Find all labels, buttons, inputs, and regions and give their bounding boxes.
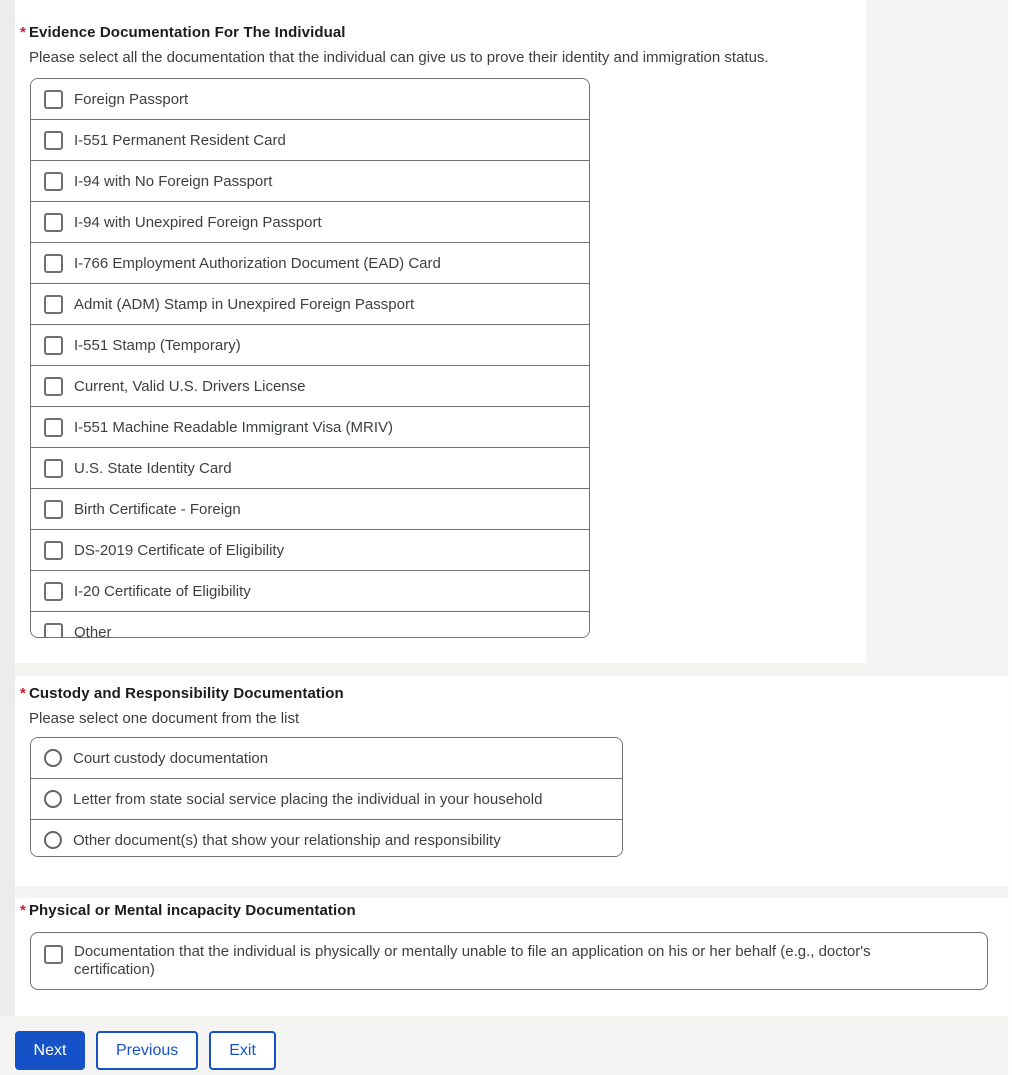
previous-button[interactable]: Previous bbox=[96, 1031, 198, 1070]
checkbox-option-adm-stamp[interactable] bbox=[31, 283, 589, 324]
checkbox-icon[interactable] bbox=[44, 500, 63, 519]
incapacity-checkbox-option[interactable] bbox=[30, 932, 988, 990]
checkbox-option-label: I-766 Employment Authorization Document (EAD) Card bbox=[74, 254, 441, 272]
checkbox-option-i94-unexpired-passport[interactable] bbox=[31, 201, 589, 242]
checkbox-option-i551-card[interactable] bbox=[31, 119, 589, 160]
checkbox-option-label: I-20 Certificate of Eligibility bbox=[74, 582, 251, 600]
radio-icon[interactable] bbox=[44, 790, 62, 808]
evidence-section-subtitle: Please select all the documentation that the individual can give us to prove their identity and immigration status. bbox=[29, 49, 769, 66]
checkbox-option-label: I-551 Permanent Resident Card bbox=[74, 131, 286, 149]
checkbox-option-i94-no-passport[interactable] bbox=[31, 160, 589, 201]
checkbox-option-label: U.S. State Identity Card bbox=[74, 459, 232, 477]
checkbox-option-label: I-94 with Unexpired Foreign Passport bbox=[74, 213, 322, 231]
required-asterisk: * bbox=[20, 24, 26, 41]
incapacity-option-label: Documentation that the individual is physically or mentally unable to file an application on his or her behalf (e.g., doctor's certification) bbox=[74, 943, 871, 978]
checkbox-option-label: Current, Valid U.S. Drivers License bbox=[74, 377, 306, 395]
checkbox-option-drivers-license[interactable] bbox=[31, 365, 589, 406]
checkbox-option-label: DS-2019 Certificate of Eligibility bbox=[74, 541, 285, 559]
form-navigation bbox=[15, 1031, 287, 1070]
radio-option-label: Letter from state social service placing the individual in your household bbox=[73, 790, 543, 808]
checkbox-icon[interactable] bbox=[44, 213, 63, 232]
checkbox-icon[interactable] bbox=[44, 131, 63, 150]
checkbox-option-birth-certificate[interactable] bbox=[31, 488, 589, 529]
checkbox-icon[interactable] bbox=[44, 172, 63, 191]
checkbox-option-foreign-passport[interactable] bbox=[31, 79, 589, 119]
checkbox-icon[interactable] bbox=[44, 541, 63, 560]
checkbox-option-state-id[interactable] bbox=[31, 447, 589, 488]
checkbox-icon[interactable] bbox=[44, 295, 63, 314]
evidence-title-text: Evidence Documentation For The Individual bbox=[28, 24, 346, 41]
radio-option-social-service-letter[interactable] bbox=[31, 778, 622, 819]
checkbox-option-label: I-551 Machine Readable Immigrant Visa (MRIV) bbox=[74, 418, 394, 436]
checkbox-option-ds2019[interactable] bbox=[31, 529, 589, 570]
left-gutter bbox=[0, 0, 15, 1016]
checkbox-icon[interactable] bbox=[44, 459, 63, 478]
radio-icon[interactable] bbox=[44, 749, 62, 767]
checkbox-icon[interactable] bbox=[44, 377, 63, 396]
checkbox-icon[interactable] bbox=[44, 582, 63, 601]
checkbox-option-label: Birth Certificate - Foreign bbox=[74, 500, 241, 518]
evidence-checkbox-list bbox=[30, 78, 590, 638]
checkbox-option-mriv[interactable] bbox=[31, 406, 589, 447]
scrollbar-track[interactable] bbox=[1008, 0, 1012, 1075]
exit-button[interactable]: Exit bbox=[209, 1031, 276, 1070]
checkbox-option-label: Admit (ADM) Stamp in Unexpired Foreign Passport bbox=[74, 295, 415, 313]
custody-title-text: Custody and Responsibility Documentation bbox=[28, 685, 344, 702]
checkbox-icon[interactable] bbox=[44, 90, 63, 109]
evidence-section-title bbox=[20, 24, 346, 41]
checkbox-icon[interactable] bbox=[44, 623, 63, 639]
checkbox-option-i551-stamp[interactable] bbox=[31, 324, 589, 365]
radio-option-label: Court custody documentation bbox=[73, 749, 269, 767]
radio-option-label: Other document(s) that show your relationship and responsibility bbox=[73, 831, 501, 849]
radio-icon[interactable] bbox=[44, 831, 62, 849]
checkbox-option-other[interactable] bbox=[31, 611, 589, 638]
custody-section-subtitle: Please select one document from the list bbox=[29, 710, 300, 727]
custody-radio-list bbox=[30, 737, 623, 857]
checkbox-option-label: Other bbox=[74, 623, 112, 638]
custody-section-title bbox=[20, 685, 344, 702]
checkbox-option-label: I-94 with No Foreign Passport bbox=[74, 172, 273, 190]
checkbox-option-label: Foreign Passport bbox=[74, 90, 189, 108]
checkbox-icon[interactable] bbox=[44, 418, 63, 437]
incapacity-title-text: Physical or Mental incapacity Documentation bbox=[28, 902, 356, 919]
required-asterisk: * bbox=[20, 902, 26, 919]
checkbox-option-i766-ead[interactable] bbox=[31, 242, 589, 283]
incapacity-section-title bbox=[20, 902, 356, 919]
checkbox-icon[interactable] bbox=[44, 336, 63, 355]
required-asterisk: * bbox=[20, 685, 26, 702]
checkbox-option-i20[interactable] bbox=[31, 570, 589, 611]
radio-option-court-custody[interactable] bbox=[31, 738, 622, 778]
next-button[interactable]: Next bbox=[15, 1031, 85, 1070]
checkbox-icon[interactable] bbox=[44, 945, 63, 964]
radio-option-other-document[interactable] bbox=[31, 819, 622, 857]
checkbox-option-label: I-551 Stamp (Temporary) bbox=[74, 336, 241, 354]
checkbox-icon[interactable] bbox=[44, 254, 63, 273]
